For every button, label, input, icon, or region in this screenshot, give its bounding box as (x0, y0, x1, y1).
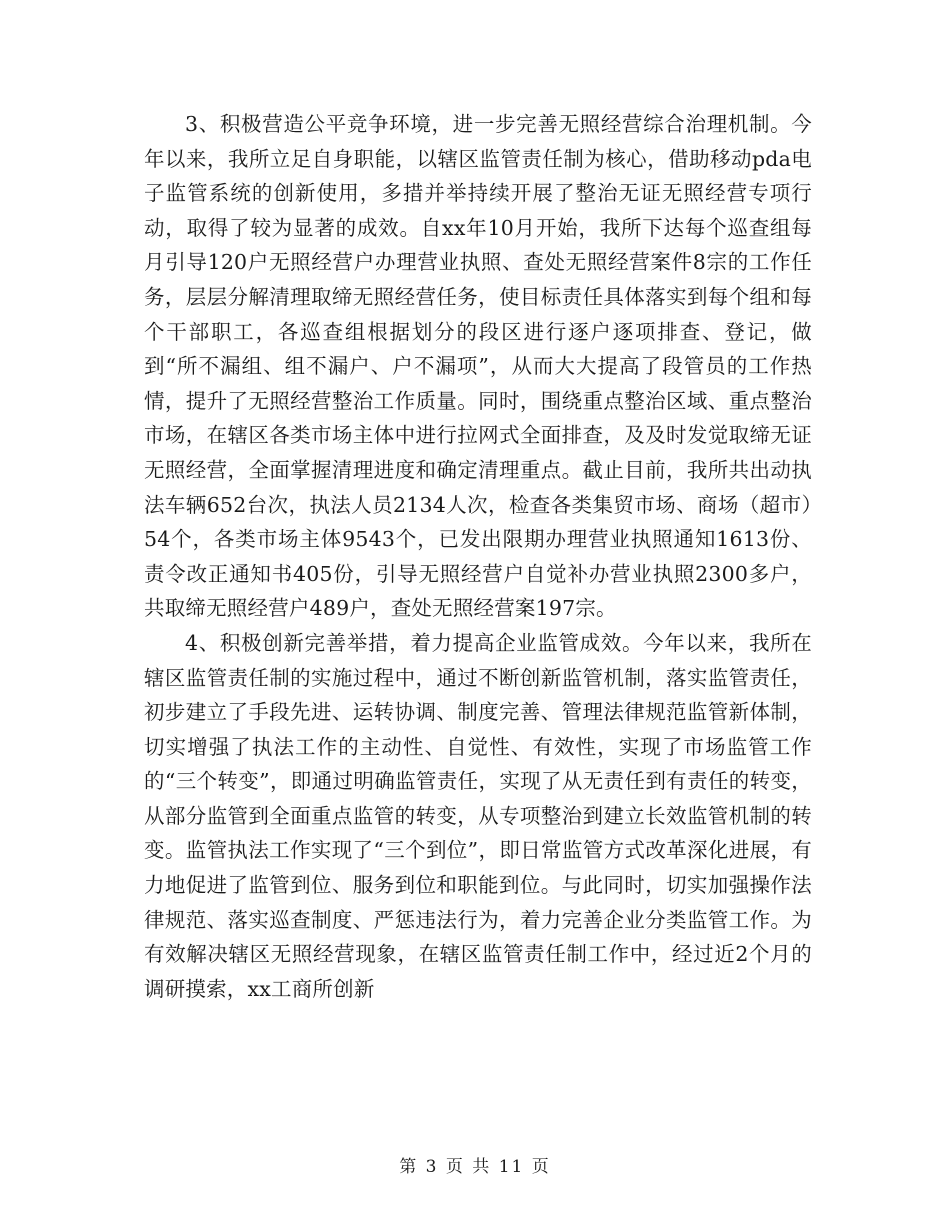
body-text (144, 107, 812, 1006)
paragraph-4: 4、积极创新完善举措，着力提高企业监管成效。今年以来，我所在辖区监管责任制的实施过程中，通过不断创新监管机制，落实监管责任，初步建立了手段先进、运转协调、制度完善、管理法律规范监管新体制，切实增强了执法工作的主动性、自觉性、有效性，实现了市场监管工作的“三个转变”，即通过明确监管责任，实现了从无责任到有责任的转变，从部分监管到全面重点监管的转变，从专项整治到建立长效监管机制的转变。监管执法工作实现了“三个到位”，即日常监管方式改革深化进展，有力地促进了监管到位、服务到位和职能到位。与此同时，切实加强操作法律规范、落实巡查制度、严惩违法行为，着力完善企业分类监管工作。为有效解决辖区无照经营现象，在辖区监管责任制工作中，经过近2个月的调研摸索，xx工商所创新 (144, 630, 812, 1001)
paragraph-3: 3、积极营造公平竞争环境，进一步完善无照经营综合治理机制。今年以来，我所立足自身职能，以辖区监管责任制为核心，借助移动pda电子监管系统的创新使用，多措并举持续开展了整治无证无照经营专项行动，取得了较为显著的成效。自xx年10月开始，我所下达每个巡查组每月引导120户无照经营户办理营业执照、查处无照经营案件8宗的工作任务，层层分解清理取缔无照经营任务，使目标责任具体落实到每个组和每个干部职工，各巡查组根据划分的段区进行逐户逐项排查、登记，做到“所不漏组、组不漏户、户不漏项”，从而大大提高了段管员的工作热情，提升了无照经营整治工作质量。同时，围绕重点整治区域、重点整治市场，在辖区各类市场主体中进行拉网式全面排查，及及时发觉取缔无证无照经营，全面掌握清理进度和确定清理重点。截止目前，我所共出动执法车辆652台次，执法人员2134人次，检查各类集贸市场、商场（超市）54个，各类市场主体9543个，已发出限期办理营业执照通知1613份、责令改正通知书405份，引导无照经营户自觉补办营业执照2300多户，共取缔无照经营户489户，查处无照经营案197宗。 (144, 112, 812, 621)
page-footer: 第 3 页 共 11 页 (399, 1157, 551, 1177)
